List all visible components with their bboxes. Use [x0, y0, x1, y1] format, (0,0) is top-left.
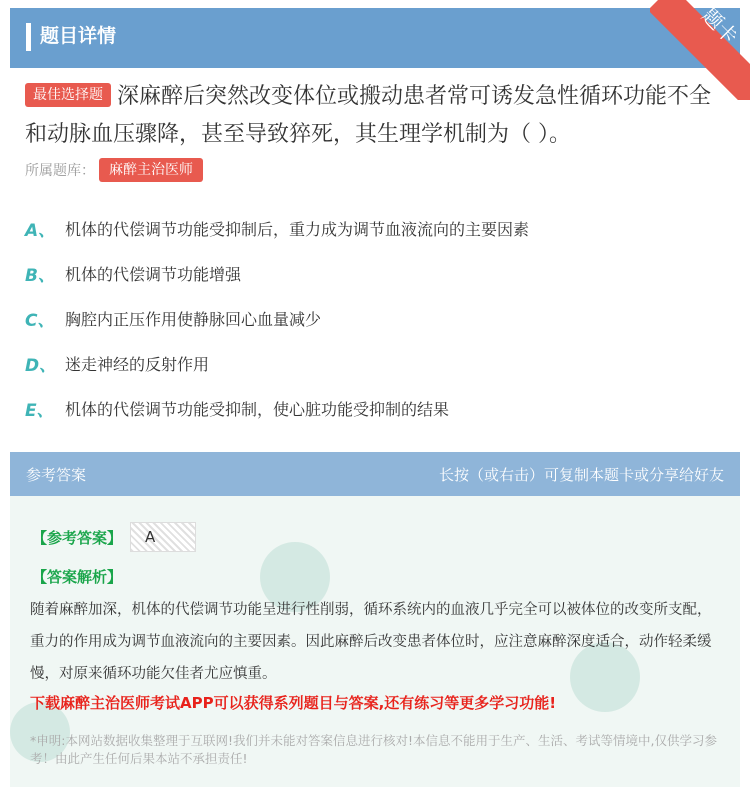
header-accent-bar — [26, 23, 31, 51]
option-list — [25, 206, 725, 431]
answer-panel — [10, 452, 740, 787]
option-text: 机体的代偿调节功能受抑制，使心脏功能受抑制的结果 — [65, 400, 450, 419]
option-text: 胸腔内正压作用使静脉回心血量减少 — [65, 310, 322, 329]
analysis-label: 【答案解析】 — [32, 568, 123, 586]
option-e[interactable] — [25, 386, 725, 431]
option-b[interactable] — [25, 251, 725, 296]
option-d[interactable] — [25, 341, 725, 386]
question-type-badge: 最佳选择题 — [25, 83, 111, 107]
library-label: 所属题库： — [25, 163, 95, 179]
option-letter: D、 — [25, 356, 57, 376]
option-letter: A、 — [25, 221, 56, 241]
reference-answer-row — [32, 522, 196, 552]
page-title: 题目详情 — [40, 25, 117, 47]
option-letter: E、 — [25, 401, 54, 421]
question-text: 深麻醉后突然改变体位或搬动患者常可诱发急性循环功能不全和动脉血压骤降，甚至导致猝死，其生理学机制为（ ）。 — [25, 84, 712, 147]
answer-header-title: 参考答案 — [26, 465, 87, 484]
library-row — [25, 158, 203, 182]
disclaimer-text: *申明:本网站数据收集整理于互联网!我们并未能对答案信息进行核对!本信息不能用于生产、生活、考试等情境中,仅供学习参考！由此产生任何后果本站不承担责任! — [30, 733, 717, 766]
reference-answer-value: A — [130, 522, 196, 552]
app-download-promo[interactable]: 下载麻醉主治医师考试APP可以获得系列题目与答案,还有练习等更多学习功能! — [30, 694, 557, 712]
copy-share-hint: 长按（或右击）可复制本题卡或分享给好友 — [438, 465, 724, 484]
analysis-text: 随着麻醉加深，机体的代偿调节功能呈进行性削弱，循环系统内的血液几乎完全可以被体位的改变所支配，重力的作用成为调节血液流向的主要因素。因此麻醉后改变患者体位时，应注意麻醉深度适合，动作轻柔缓慢，对原来循环功能欠佳者尤应慎重。 — [30, 602, 712, 682]
question-stem — [25, 78, 725, 154]
answer-header — [10, 452, 740, 496]
reference-answer-label: 【参考答案】 — [32, 528, 123, 547]
detail-header — [10, 8, 740, 68]
library-tag[interactable]: 麻醉主治医师 — [99, 158, 203, 182]
option-letter: C、 — [25, 311, 55, 331]
option-text: 机体的代偿调节功能增强 — [65, 265, 242, 284]
ribbon-label: 题卡 — [697, 3, 743, 49]
option-text: 迷走神经的反射作用 — [65, 355, 210, 374]
option-text: 机体的代偿调节功能受抑制后，重力成为调节血液流向的主要因素 — [65, 220, 530, 239]
option-a[interactable] — [25, 206, 725, 251]
option-letter: B、 — [25, 266, 55, 286]
option-c[interactable] — [25, 296, 725, 341]
